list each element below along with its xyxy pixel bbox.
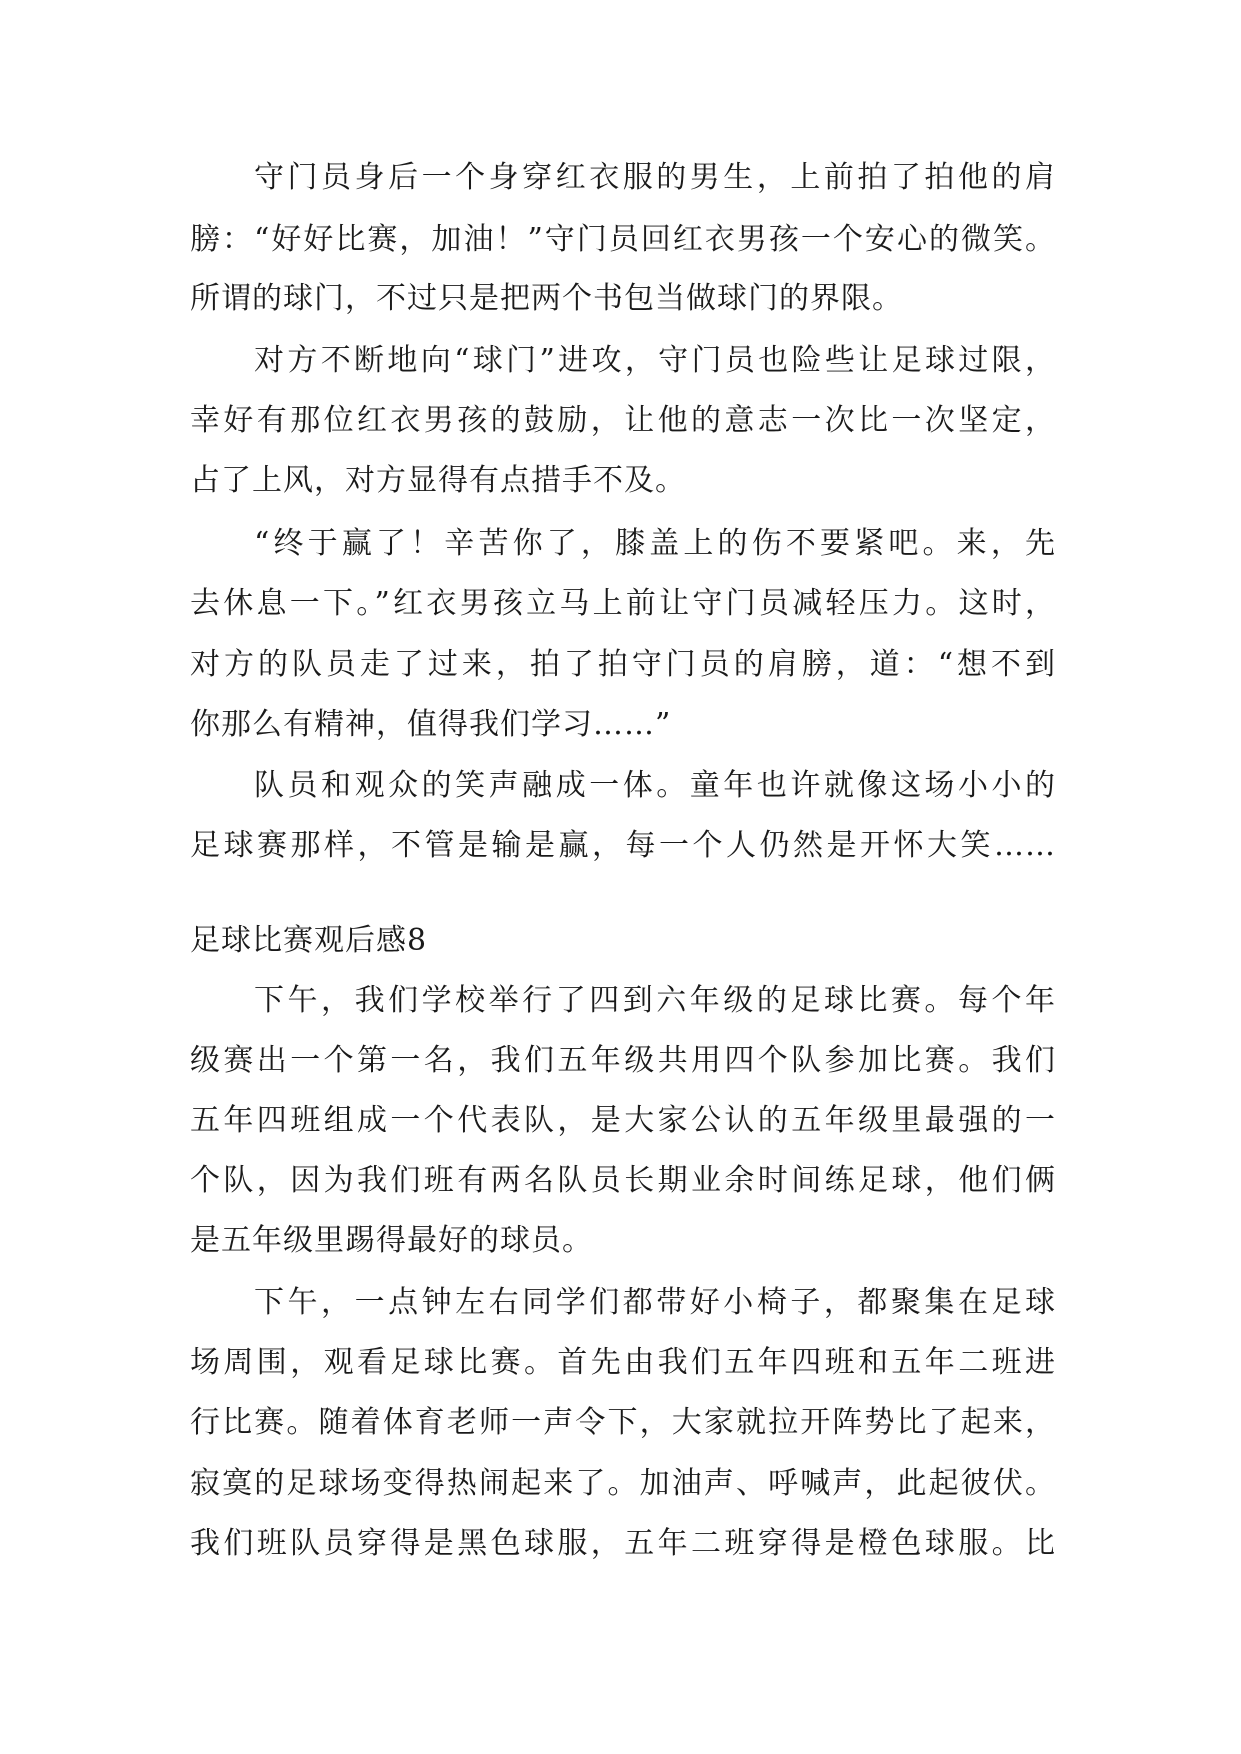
paragraph-line: 对方不断地向“球门”进攻，守门员也险些让足球过限， xyxy=(254,343,1056,378)
paragraph-line: 五年四班组成一个代表队，是大家公认的五年级里最强的一 xyxy=(190,1103,1056,1138)
paragraph-line: 级赛出一个第一名，我们五年级共用四个队参加比赛。我们 xyxy=(190,1043,1056,1078)
paragraph-line: “终于赢了！辛苦你了，膝盖上的伤不要紧吧。来，先 xyxy=(254,526,1056,561)
paragraph-line: 个队，因为我们班有两名队员长期业余时间练足球，他们俩 xyxy=(190,1163,1056,1198)
paragraph-line: 场周围，观看足球比赛。首先由我们五年四班和五年二班进 xyxy=(190,1345,1056,1380)
paragraph-line: 队员和观众的笑声融成一体。童年也许就像这场小小的 xyxy=(254,768,1056,803)
paragraph-line: 你那么有精神，值得我们学习……” xyxy=(190,707,672,742)
paragraph-line: 下午，一点钟左右同学们都带好小椅子，都聚集在足球 xyxy=(254,1285,1056,1320)
paragraph-line: 守门员身后一个身穿红衣服的男生，上前拍了拍他的肩 xyxy=(254,160,1056,195)
paragraph-line: 足球赛那样，不管是输是赢，每一个人仍然是开怀大笑…… xyxy=(190,828,1056,863)
paragraph-line: 幸好有那位红衣男孩的鼓励，让他的意志一次比一次坚定， xyxy=(190,403,1056,438)
paragraph-line: 所谓的球门，不过只是把两个书包当做球门的界限。 xyxy=(190,281,903,316)
paragraph-line: 我们班队员穿得是黑色球服，五年二班穿得是橙色球服。比 xyxy=(190,1526,1056,1561)
paragraph-line: 对方的队员走了过来，拍了拍守门员的肩膀，道：“想不到 xyxy=(190,647,1056,682)
paragraph-line: 去休息一下。”红衣男孩立马上前让守门员减轻压力。这时， xyxy=(190,586,1056,621)
paragraph-line: 行比赛。随着体育老师一声令下，大家就拉开阵势比了起来， xyxy=(190,1405,1056,1440)
paragraph-line: 是五年级里踢得最好的球员。 xyxy=(190,1223,593,1258)
paragraph-line: 下午，我们学校举行了四到六年级的足球比赛。每个年 xyxy=(254,983,1056,1018)
section-heading: 足球比赛观后感8 xyxy=(190,923,428,958)
paragraph-line: 膀：“好好比赛，加油！”守门员回红衣男孩一个安心的微笑。 xyxy=(190,222,1056,257)
paragraph-line: 占了上风，对方显得有点措手不及。 xyxy=(190,463,686,498)
paragraph-line: 寂寞的足球场变得热闹起来了。加油声、呼喊声，此起彼伏。 xyxy=(190,1466,1056,1501)
